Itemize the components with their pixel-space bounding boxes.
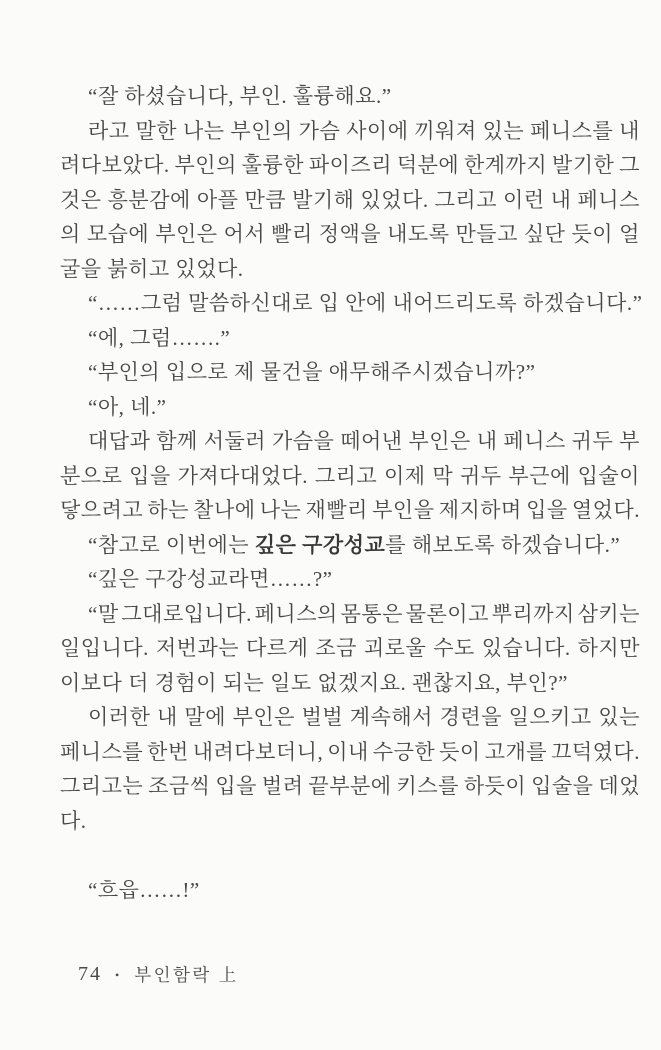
text-line bbox=[60, 321, 640, 356]
text-line bbox=[60, 666, 640, 701]
text-line bbox=[60, 597, 640, 632]
word: 빨리 bbox=[271, 222, 313, 246]
word: 재빨리 bbox=[305, 498, 368, 522]
word: 것은 bbox=[60, 187, 102, 212]
word: 끄덕였다. bbox=[551, 739, 640, 764]
word: 귀두 bbox=[460, 463, 502, 488]
word: 막 bbox=[432, 463, 454, 488]
word: 만들고 bbox=[455, 222, 518, 246]
text-line bbox=[60, 390, 640, 425]
word: 부인을 bbox=[372, 498, 435, 522]
word: 제지하며 bbox=[438, 498, 522, 522]
page-footer bbox=[78, 962, 239, 987]
word: 고개를 bbox=[484, 739, 548, 764]
word: 그리고는 bbox=[60, 774, 144, 798]
text-line bbox=[60, 562, 640, 597]
word: 정액을 bbox=[318, 222, 382, 246]
word: 내려다보더니, bbox=[192, 739, 324, 764]
word: 말한 bbox=[135, 118, 178, 143]
text-segment: “부인의 입으로 제 물건을 애무해주시겠습니까?” bbox=[88, 360, 536, 384]
word: 만큼 bbox=[244, 187, 287, 212]
text-line bbox=[60, 217, 640, 252]
word: 페니스 bbox=[503, 429, 566, 453]
text-segment: 다. bbox=[60, 808, 87, 833]
text-segment: “아, 네.” bbox=[88, 394, 167, 419]
text-line bbox=[60, 735, 640, 770]
word: 분으로 bbox=[60, 463, 123, 488]
word: 내 bbox=[550, 187, 572, 212]
word: 발기한 bbox=[551, 153, 615, 177]
word: 한번 bbox=[147, 739, 189, 764]
text-line bbox=[60, 631, 640, 666]
word: 입을 bbox=[215, 774, 257, 798]
text-segment: “에, 그럼…….” bbox=[88, 325, 231, 350]
text-line bbox=[60, 424, 640, 459]
text-segment: 를 해보도록 하겠습니다.” bbox=[385, 532, 621, 557]
text-segment: 굴을 붉히고 있었다. bbox=[60, 256, 244, 281]
text-block bbox=[60, 79, 643, 907]
word: 입을 bbox=[526, 498, 568, 522]
word: 내 bbox=[476, 429, 498, 453]
bullet-separator-icon: • bbox=[115, 967, 120, 982]
word: 조금씩 bbox=[148, 774, 211, 798]
text-line bbox=[60, 114, 640, 149]
word: 페니스를 bbox=[60, 739, 144, 764]
word: 조금 bbox=[315, 636, 357, 660]
word: 귀두 bbox=[571, 429, 614, 453]
word: 나는 bbox=[259, 498, 302, 522]
word: 입을 bbox=[129, 463, 171, 488]
word: 괴로울 bbox=[363, 636, 427, 660]
word: 입술이 bbox=[577, 463, 640, 488]
text-line bbox=[60, 286, 643, 321]
word: 페니스의 bbox=[254, 601, 338, 626]
word: 어서 bbox=[223, 222, 266, 246]
word: 이제 bbox=[384, 463, 426, 488]
word: 싶단 bbox=[523, 222, 566, 246]
word: 하는 bbox=[147, 498, 189, 522]
word: 모습에 bbox=[86, 222, 150, 246]
word: 하지만 bbox=[577, 636, 640, 660]
text-line bbox=[60, 493, 640, 528]
word: 그 bbox=[619, 153, 640, 177]
word: 한계까지 bbox=[463, 153, 548, 177]
word: 페니스를 bbox=[530, 118, 614, 143]
word: 대답과 bbox=[88, 429, 151, 453]
word: 내도록 bbox=[387, 222, 450, 246]
text-line bbox=[60, 528, 640, 563]
word: 그리고 bbox=[314, 463, 378, 488]
text-segment: 이보다 더 경험이 되는 일도 없겠지요. 괜찮지요, 부인?” bbox=[60, 670, 568, 695]
word: 데었 bbox=[598, 774, 640, 798]
word: 끼워져 bbox=[414, 118, 477, 143]
word: 키스를 bbox=[396, 774, 459, 798]
text-line bbox=[60, 183, 640, 218]
text-line bbox=[60, 459, 640, 494]
word: 함께 bbox=[156, 429, 198, 453]
text-line bbox=[60, 804, 640, 839]
word: 듯이 bbox=[439, 739, 481, 764]
word: 다르게 bbox=[246, 636, 309, 660]
word: 부인의 bbox=[174, 153, 237, 177]
word: 계속해서 bbox=[349, 705, 433, 729]
word: 벌벌 bbox=[301, 705, 344, 729]
text-segment: “흐읍……!” bbox=[88, 877, 200, 902]
text-line bbox=[60, 769, 640, 804]
word: 그대로입니다. bbox=[121, 601, 252, 626]
word: 이런 bbox=[503, 187, 545, 212]
word: 그리고 bbox=[434, 187, 497, 212]
word: 이러한 bbox=[88, 705, 151, 729]
word: 하듯이 bbox=[463, 774, 527, 798]
word: 얼 bbox=[619, 222, 640, 246]
word: 내 bbox=[619, 118, 640, 143]
word: 가슴을 bbox=[271, 429, 335, 453]
word: 열었다. bbox=[571, 498, 640, 522]
word: 페니스 bbox=[577, 187, 640, 212]
word: 경련을 bbox=[439, 705, 502, 729]
text-segment: “깊은 구강성교라면……?” bbox=[88, 567, 333, 591]
word: 일으키고 bbox=[508, 705, 592, 729]
text-line bbox=[60, 355, 640, 390]
word: 내 bbox=[156, 705, 178, 729]
word: 서둘러 bbox=[203, 429, 267, 453]
word: 부인은 bbox=[408, 429, 471, 453]
word: 있는 bbox=[598, 705, 640, 729]
word: 입술을 bbox=[531, 774, 594, 798]
word: 가슴 bbox=[298, 118, 341, 143]
word: 떼어낸 bbox=[340, 429, 403, 453]
word: 일입니다. bbox=[60, 636, 149, 660]
word: 훌륭한 bbox=[241, 153, 305, 177]
word: 말에 bbox=[184, 705, 226, 729]
text-line bbox=[60, 148, 640, 183]
text-segment: “참고로 이번에는 bbox=[88, 532, 255, 557]
word: 삼키는 bbox=[577, 601, 640, 626]
text-line bbox=[60, 252, 640, 287]
word: 수긍한 bbox=[372, 739, 436, 764]
word: 물론이고 bbox=[405, 601, 489, 626]
word: 듯이 bbox=[571, 222, 614, 246]
word: 저번과는 bbox=[155, 636, 240, 660]
word: 부인의 bbox=[230, 118, 293, 143]
word: 벌려 bbox=[261, 774, 304, 798]
text-line bbox=[60, 79, 640, 114]
word: 발기해 bbox=[292, 187, 355, 212]
word: 부인은 bbox=[155, 222, 218, 246]
word: 찰나에 bbox=[193, 498, 256, 522]
word: 흥분감에 bbox=[107, 187, 191, 212]
word: 있었다. bbox=[360, 187, 429, 212]
word: 부인은 bbox=[232, 705, 295, 729]
word: 사이에 bbox=[346, 118, 409, 143]
text-segment: “잘 하셨습니다, 부인. 훌륭해요.” bbox=[88, 84, 392, 108]
word: 나는 bbox=[182, 118, 225, 143]
word: 닿으려고 bbox=[60, 498, 144, 522]
word: 파이즈리 bbox=[308, 153, 392, 177]
text-segment: “……그럼 말씀하신대로 입 안에 내어드리도록 하겠습니다.” bbox=[88, 291, 643, 315]
word: 있습니다. bbox=[481, 636, 571, 660]
page-number: 74 bbox=[78, 963, 102, 985]
word: “말 bbox=[88, 601, 119, 626]
word: 끝부분에 bbox=[308, 774, 392, 798]
word: 아플 bbox=[196, 187, 239, 212]
word: 부근에 bbox=[508, 463, 571, 488]
word: 수도 bbox=[433, 636, 475, 660]
word: 려다보았다. bbox=[60, 153, 170, 177]
word: 의 bbox=[60, 222, 81, 246]
word: 몸통은 bbox=[340, 601, 403, 626]
word: 라고 bbox=[88, 118, 130, 143]
word: 덕분에 bbox=[396, 153, 460, 177]
bold-text: 깊은 구강성교 bbox=[254, 532, 386, 557]
text-line bbox=[60, 873, 640, 908]
word: 부 bbox=[619, 429, 640, 453]
blank-line bbox=[60, 838, 640, 873]
word: 이내 bbox=[327, 739, 369, 764]
word: 가져다대었다. bbox=[177, 463, 309, 488]
book-title: 부인함락 上 bbox=[134, 965, 239, 985]
text-line bbox=[60, 700, 640, 735]
word: 있는 bbox=[482, 118, 525, 143]
word: 뿌리까지 bbox=[491, 601, 575, 626]
